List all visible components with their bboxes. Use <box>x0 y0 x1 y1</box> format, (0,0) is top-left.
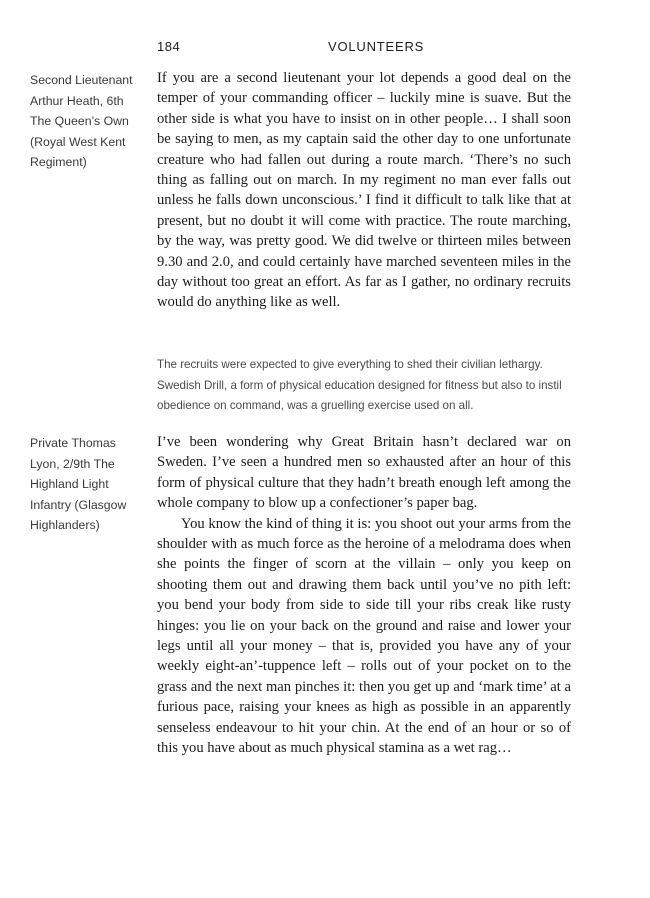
quote-lyon <box>157 432 571 759</box>
attribution-line: Highland Light <box>30 477 109 491</box>
quote-heath <box>157 68 571 313</box>
quote-paragraph: If you are a second lieutenant your lot depends a good deal on the temper of your commanding officer – luckily mine is suave. But the other side is what you have to insist on in other people… I shall soon be saying to men, as my captain said the other day to one unfortunate creature who had fallen out during a route march. ‘There’s no such thing as falling out on march. In my regiment no man ever falls out unless he falls down unconscious.’ I find it difficult to talk like that at present, but no doubt it will come with practice. The route marching, by the way, was pretty good. We did twelve or thirteen miles between 9.30 and 2.0, and could certainly have marched seventeen miles in the day without too great an effort. As far as I gather, no ordinary recruits would do anything like as well. <box>157 70 571 311</box>
sidenote-attribution-heath <box>30 70 146 173</box>
page-header <box>157 39 425 59</box>
attribution-line: Arthur Heath, 6th <box>30 93 124 108</box>
editorial-note: The recruits were expected to give everything to shed their civilian lethargy. Swedish Drill, a form of physical education designed for fitness but also to instil obedience on command, was a gruelling exercise used on all. <box>157 358 562 412</box>
attribution-line: Highlanders) <box>30 518 100 532</box>
quote-paragraph: I’ve been wondering why Great Britain hasn’t declared war on Sweden. I’ve seen a hundred men so exhausted after an hour of this form of physical culture that they hadn’t breath enough left among the whole company to blow up a confectioner’s paper bag. <box>157 434 571 512</box>
attribution-line: Regiment) <box>30 155 87 169</box>
quote-paragraph: You know the kind of thing it is: you shoot out your arms from the shoulder with as much force as the heroine of a melodrama does when she points the finger of scorn at the villain – only you keep on shooting them out and drawing them back until you’ve no pith left: you bend your body from side to side till your ribs creak like rusty hinges: you lie on your back on the ground and raise and lower your legs until all your money – that is, provided you have any of your weekly eight-an’-tuppence left – rolls out of your pocket on to the grass and the next man pinches it: then you get up and ‘mark time’ at a furious pace, raising your knees as high as possible in an apparently senseless endeavour to hit your chin. At the end of an hour or so of this you have about as much physical stamina as a wet rag… <box>157 515 571 757</box>
page-number: 184 <box>157 39 181 54</box>
attribution-line: The Queen’s Own <box>30 114 129 128</box>
running-head: VOLUNTEERS <box>328 39 425 54</box>
attribution-line: Private Thomas <box>30 436 116 450</box>
sidenote-attribution-lyon <box>30 433 146 536</box>
attribution-line: Lyon, 2/9th The <box>30 456 115 471</box>
attribution-line: Second Lieutenant <box>30 73 133 87</box>
attribution-line: Infantry (Glasgow <box>30 497 127 512</box>
attribution-line: (Royal West Kent <box>30 134 126 149</box>
